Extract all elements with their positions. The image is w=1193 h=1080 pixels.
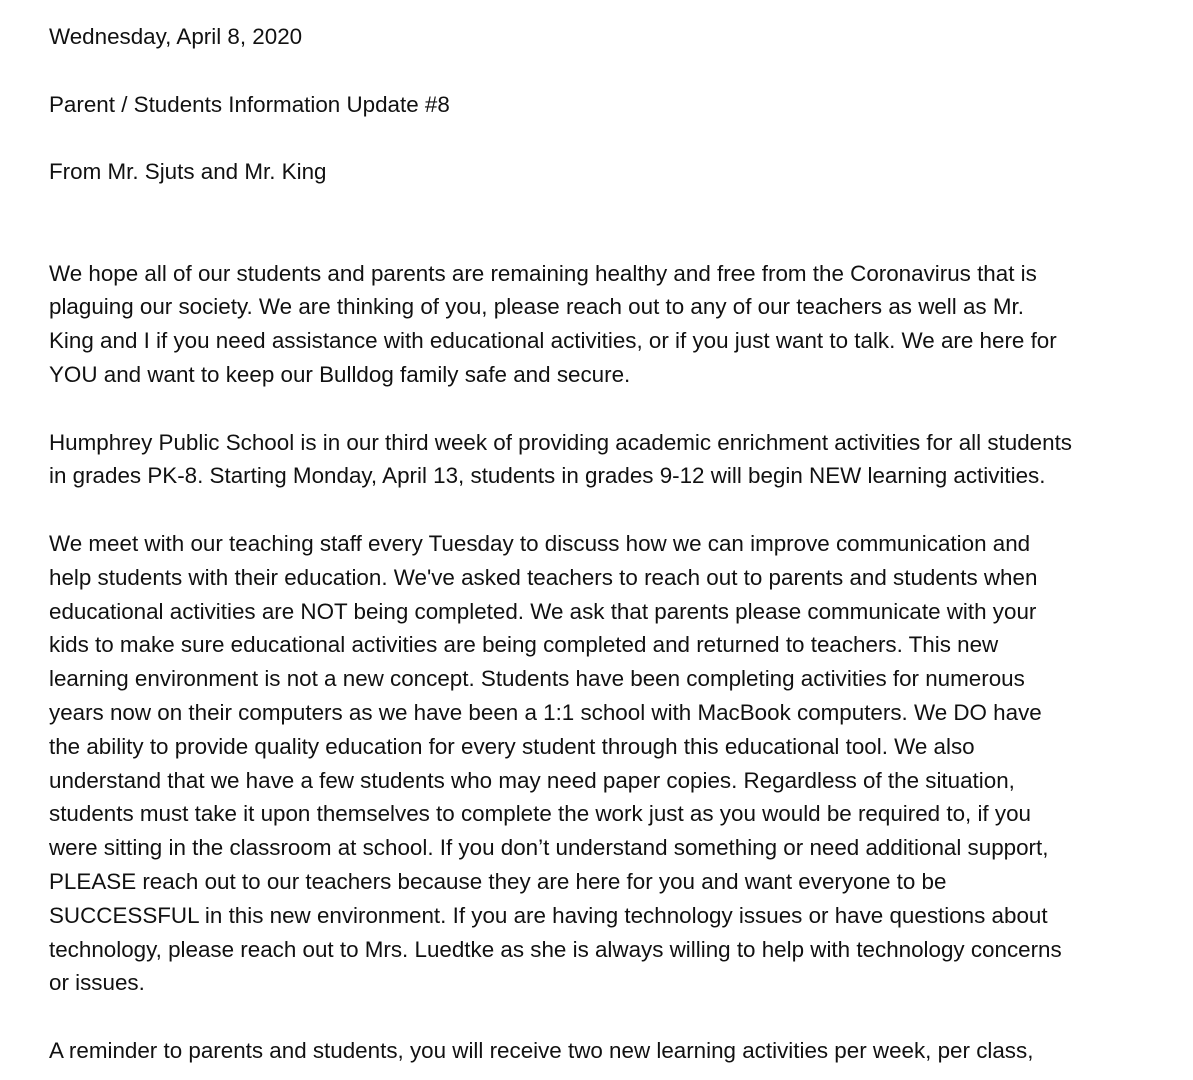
paragraph-reminder xyxy=(49,1034,1189,1068)
document-title: Parent / Students Information Update #8 xyxy=(49,91,450,117)
document-page xyxy=(49,20,1189,1068)
text-line: YOU and want to keep our Bulldog family safe and secure. xyxy=(49,361,631,387)
text-line: the ability to provide quality education for every student through this educational tool. We also xyxy=(49,733,975,759)
text-line: Humphrey Public School is in our third week of providing academic enrichment activities for all students xyxy=(49,429,1072,455)
text-line: technology, please reach out to Mrs. Luedtke as she is always willing to help with technology concerns xyxy=(49,936,1062,962)
document-date: Wednesday, April 8, 2020 xyxy=(49,24,303,49)
text-line: students must take it upon themselves to complete the work just as you would be required to, if you xyxy=(49,801,1031,827)
text-line: educational activities are NOT being completed. We ask that parents please communicate with your xyxy=(49,598,1037,624)
paragraph-health xyxy=(49,257,1189,392)
text-line: plaguing our society. We are thinking of you, please reach out to any of our teachers as well as Mr. xyxy=(49,294,1024,320)
text-line: King and I if you need assistance with educational activities, or if you just want to talk. We are here for xyxy=(49,328,1057,354)
text-line: kids to make sure educational activities are being completed and returned to teachers. This new xyxy=(49,632,999,658)
text-line: years now on their computers as we have been a 1:1 school with MacBook computers. We DO have xyxy=(49,699,1042,725)
paragraph-enrichment xyxy=(49,426,1189,494)
text-line: SUCCESSFUL in this new environment. If you are having technology issues or have questions about xyxy=(49,902,1048,928)
text-line: were sitting in the classroom at school. If you don’t understand something or need additional support, xyxy=(49,835,1049,861)
text-line: or issues. xyxy=(49,970,145,996)
text-line: A reminder to parents and students, you will receive two new learning activities per week, per class, xyxy=(49,1037,1034,1063)
document-from: From Mr. Sjuts and Mr. King xyxy=(49,159,327,185)
text-line: We meet with our teaching staff every Tuesday to discuss how we can improve communication and xyxy=(49,530,1031,556)
paragraph-teaching-staff xyxy=(49,527,1189,1000)
text-line: help students with their education. We've asked teachers to reach out to parents and students when xyxy=(49,564,1038,590)
text-line: PLEASE reach out to our teachers because they are here for you and want everyone to be xyxy=(49,868,947,894)
text-line: understand that we have a few students who may need paper copies. Regardless of the situation, xyxy=(49,767,1015,793)
text-line: We hope all of our students and parents are remaining healthy and free from the Coronavirus that is xyxy=(49,260,1037,286)
text-line: learning environment is not a new concept. Students have been completing activities for numerous xyxy=(49,666,1025,692)
text-line: in grades PK-8. Starting Monday, April 13, students in grades 9-12 will begin NEW learning activities. xyxy=(49,463,1046,489)
